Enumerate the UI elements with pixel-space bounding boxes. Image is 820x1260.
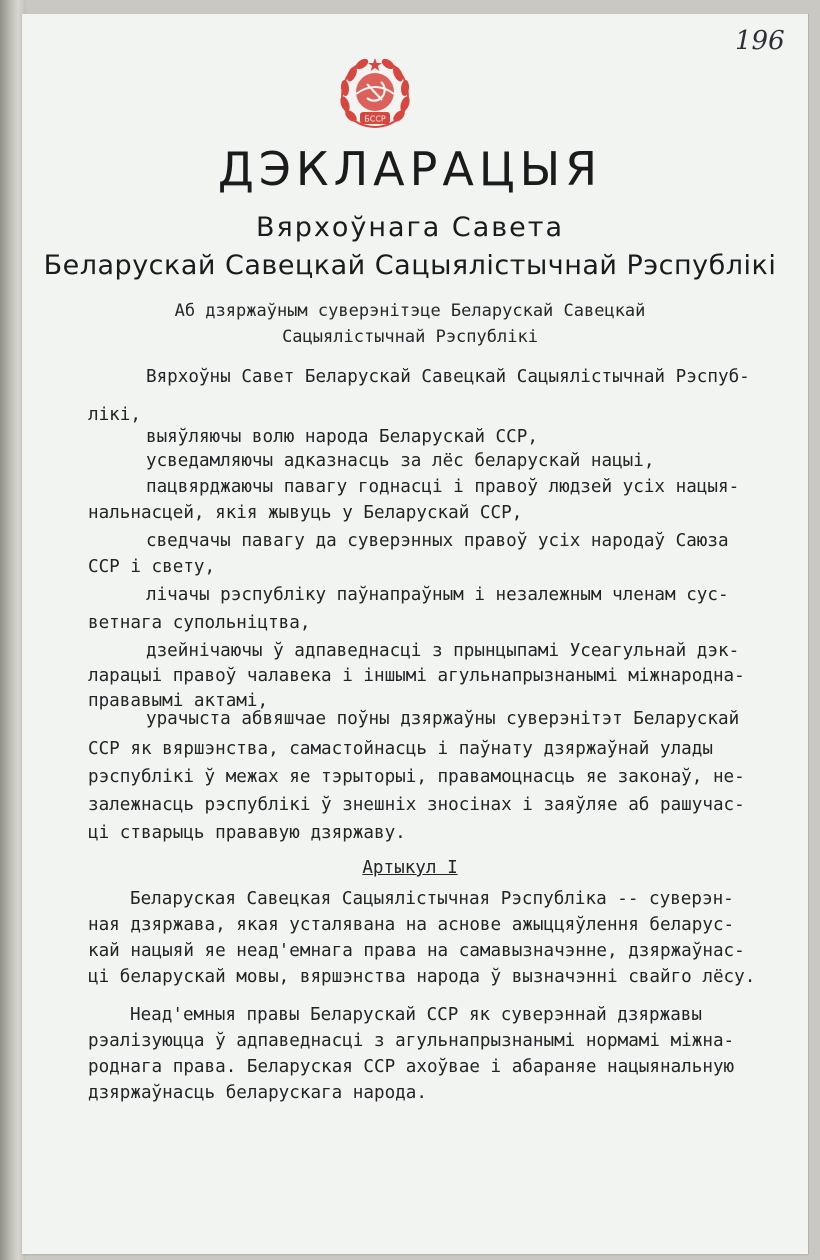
preamble-line: ССР як вяршэнства, самастойнасць і паўнату дзяржаўнай улады [88,739,713,759]
page-number: 196 [735,26,785,56]
article-line: ная дзяржава, якая усталявана на аснове ажыццяўлення беларус- [88,915,735,935]
preamble-line: Вярхоўны Савет Беларускай Савецкай Сацыялістычнай Рэспуб- [146,367,750,387]
preamble-line: усведамляючы адказнасць за лёс беларускай нацыі, [146,451,655,471]
preamble-line: рэспублікі ў межах яе тэрыторыі, правамоцнасць яе законаў, не- [88,767,745,787]
topic-line: Сацыялістычнай Рэспублікі [282,327,538,347]
preamble-line: ССР і свету, [88,557,216,577]
preamble-line: дзейнічаючы ў адпаведнасці з прынцыпамі Усеагульнай дэк- [146,641,740,661]
article-line: ці беларускай мовы, вяршэнства народа ў вызначэнні свайго лёсу. [88,967,756,987]
preamble-line: урачыста абвяшчае поўны дзяржаўны суверэнітэт Беларускай [146,709,740,729]
preamble-line: сведчачы павагу да суверэнных правоў усіх народаў Саюза [146,531,729,551]
preamble-line: ветнага супольніцтва, [88,613,311,633]
document-title: ДЭКЛАРАЦЫЯ [217,142,603,196]
preamble-line: выяўляючы волю народа Беларускай ССР, [146,427,538,447]
preamble-line: ці стварыць прававую дзяржаву. [88,823,406,843]
preamble-line: лікі, [88,405,141,425]
article-line: кай нацыяй яе неад'емнага права на самавызначэнне, дзяржаўнас- [88,941,745,961]
article-line: Беларуская Савецкая Сацыялістычная Рэспубліка -- суверэн- [130,889,734,909]
preamble-line: ларацыі правоў чалавека і іншымі агульнапрызнанымі міжнародна- [88,666,745,686]
article-line: Неад'емныя правы Беларускай ССР як суверэннай дзяржавы [130,1005,702,1025]
preamble-line: прававымі актамі, [88,691,269,711]
preamble-line: нальнасцей, якія жывуць у Беларускай ССР, [88,503,523,523]
article-heading: Артыкул I [362,858,458,878]
bssr-coat-of-arms-icon [333,54,417,134]
preamble-line: пацвярджаючы павагу годнасці і правоў людзей усіх нацыя- [146,477,740,497]
article-line: рэалізуюцца ў адпаведнасці з агульнапрызнанымі нормамі міжна- [88,1031,735,1051]
declaration-topic [0,298,820,350]
article-line: дзяржаўнасць беларускага народа. [88,1083,427,1103]
issuer-line-1: Вярхоўнага Савета [255,212,565,243]
issuer-line-2: Беларускай Савецкай Сацыялістычнай Рэспублікі [43,250,777,281]
topic-line: Аб дзяржаўным суверэнітэце Беларускай Савецкай [174,301,646,321]
article-line: роднага права. Беларуская ССР ахоўвае і абараняе нацыянальную [88,1057,735,1077]
preamble-line: лічачы рэспубліку паўнапраўным і незалежным членам сус- [146,585,729,605]
svg-text:БССР: БССР [364,114,386,124]
preamble-line: залежнасць рэспублікі ў знешніх зносінах і заяўляе аб рашучас- [88,795,745,815]
